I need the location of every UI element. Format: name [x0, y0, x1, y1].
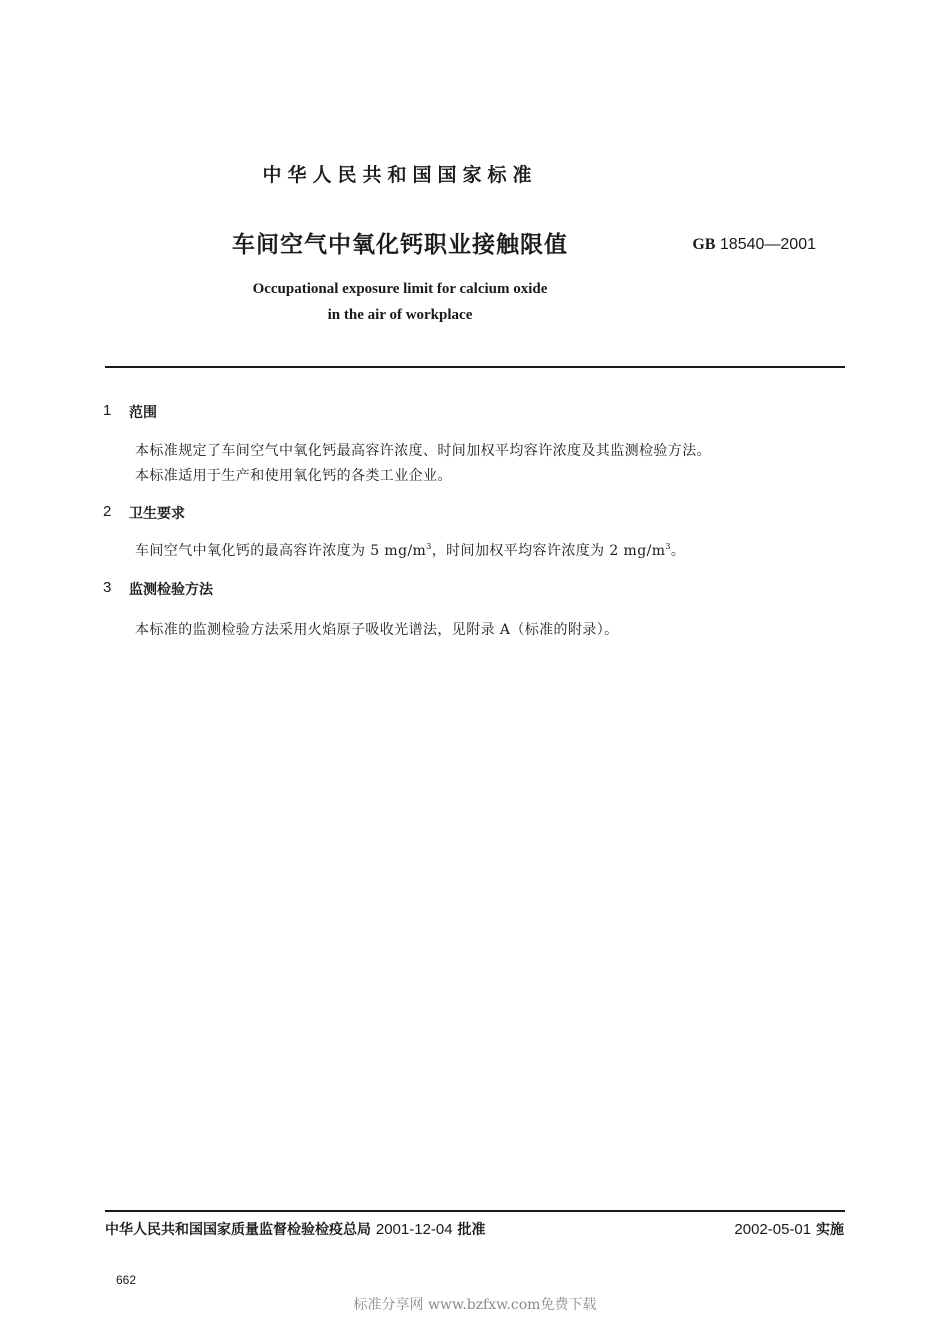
- document-title-cn: 车间空气中氧化钙职业接触限值: [232, 232, 568, 258]
- section-2-title: 卫生要求: [129, 506, 185, 522]
- section-1-paragraph-1: 本标准规定了车间空气中氧化钙最高容许浓度、时间加权平均容许浓度及其监测检验方法。: [135, 443, 711, 459]
- limit-text-after: 。: [670, 543, 686, 559]
- page-number: 662: [116, 1273, 137, 1287]
- footer-implementation: [734, 1219, 844, 1239]
- implement-date: 2002-05-01: [734, 1221, 812, 1238]
- issuer-name: 中华人民共和国国家质量监督检验检疫总局: [105, 1222, 371, 1238]
- section-3-paragraph-1: 本标准的监测检验方法采用火焰原子吸收光谱法，见附录 A（标准的附录）。: [135, 622, 619, 638]
- footer-approval: [105, 1219, 485, 1239]
- title-en-line1: Occupational exposure limit for calcium oxide: [252, 281, 548, 297]
- footer-divider: [105, 1210, 845, 1212]
- section-2-number: 2: [103, 503, 112, 520]
- unit-superscript-1: 3: [426, 542, 432, 551]
- implement-label: 实施: [816, 1222, 844, 1238]
- watermark-text: 标准分享网 www.bzfxw.com免费下载: [353, 1297, 597, 1313]
- section-3-number: 3: [103, 579, 112, 596]
- section-2-paragraph-1: [135, 540, 685, 560]
- section-3-title: 监测检验方法: [129, 582, 213, 598]
- standard-code-prefix: GB: [692, 236, 716, 253]
- national-standard-heading: 中华人民共和国国家标准: [262, 164, 538, 186]
- header-divider: [105, 366, 845, 368]
- section-1-number: 1: [103, 402, 112, 419]
- section-1-paragraph-2: 本标准适用于生产和使用氧化钙的各类工业企业。: [135, 468, 452, 484]
- limit-text-middle: ，时间加权平均容许浓度为 2 mg/m: [431, 543, 666, 559]
- title-en-line2: in the air of workplace: [327, 307, 473, 323]
- approve-label: 批准: [457, 1222, 486, 1238]
- standard-code: [692, 236, 816, 254]
- limit-text-before: 车间空气中氧化钙的最高容许浓度为 5 mg/m: [135, 543, 427, 559]
- document-title-en: [0, 276, 800, 328]
- approve-date: 2001-12-04: [375, 1221, 453, 1238]
- standard-code-number: 18540—2001: [719, 236, 816, 253]
- unit-superscript-2: 3: [665, 542, 671, 551]
- section-1-title: 范围: [129, 405, 157, 421]
